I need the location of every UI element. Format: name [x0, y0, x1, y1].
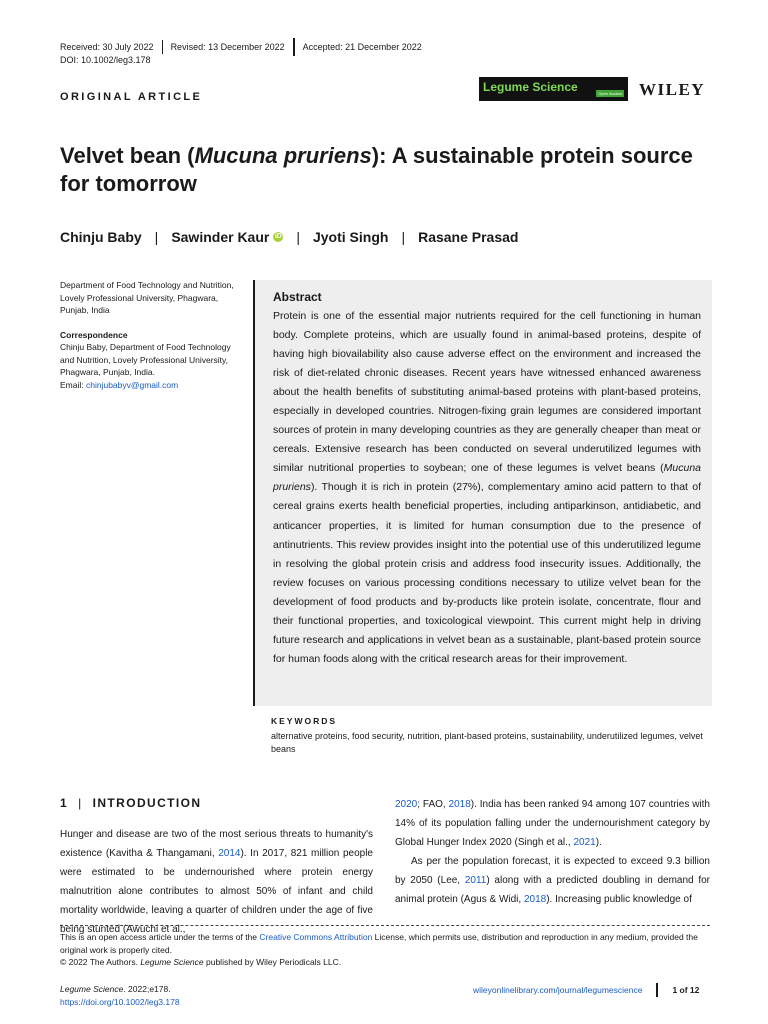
journal-name: Legume Science — [140, 957, 204, 967]
email-link[interactable]: chinjubabyv@gmail.com — [85, 379, 179, 390]
title-suffix: ): A sustainable protein source for tomorrow — [60, 143, 693, 196]
text-run: ) along with a predicted doubling in demand for animal protein (Agus & Widi, — [395, 875, 710, 905]
text-run: As per the population forecast, it is expected to exceed 9.3 billion by 2050 (Lee, — [395, 856, 710, 886]
journal-logo-text: Legume Science — [483, 80, 578, 94]
footer-citation — [60, 983, 180, 1008]
citation-line — [60, 983, 180, 996]
email-label: Email: — [60, 379, 86, 390]
publication-dates — [60, 38, 430, 56]
footer-right — [473, 983, 699, 997]
abstract-part: ). Though it is rich in protein (27%), complementary amino acid pattern to that of cereal grains exerts health beneficial properties, including antiparkinson, antidiabetic, and anticancer properties, it is limited for human consumption due to the presence of antinutrients. This review provides insight into the potential use of this underutilized legume in resolving the global protein crisis and address food insecurity issues. Additionally, the review focuses on various processing conditions necessary to utilize velvet bean for the development of food products and by-products like protein isolate, concentrate, flour and their functional properties, and toxicological viewpoint. This current might help in driving future research and applications in velvet bean as a sustainable, plant-based protein source for human foods along with the critical research areas for their improvement. — [273, 481, 701, 665]
department: Department of Food Technology and Nutrition, Lovely Professional University, Phagwara, Punjab, India — [60, 280, 234, 315]
abstract-part: Protein is one of the essential major nutrients required for the cell functioning in human body. Complete proteins, which are usually found in animal-based proteins, despite of having high biovailability also cause adverse effect on the environment and increased the risk of diet-related chronic diseases. Recent years have witnessed enhanced awareness about the health benefits of substituting animal-based proteins with plant-based proteins, especially in developed countries. Nitrogen-fixing grain legumes are considered important sources of protein in many developing countries as they are generally cheaper than meat or cereals. Extensive research has been conducted on several underutilized legumes with similar nutritional properties to soybean; one of these legumes is velvet beans ( — [273, 310, 701, 475]
doi: DOI: 10.1002/leg3.178 — [60, 55, 151, 65]
author[interactable]: Jyoti Singh — [312, 229, 389, 245]
correspondence-heading: Correspondence — [60, 329, 128, 340]
publisher-logo: WILEY — [639, 80, 706, 99]
keywords-heading: KEYWORDS — [271, 716, 338, 726]
citation-link[interactable]: 2018 — [523, 894, 547, 905]
text-run: ; FAO, — [417, 799, 449, 810]
keywords-text: alternative proteins, food security, nutrition, plant-based proteins, sustainability, underutilized legumes, velvet beans — [271, 731, 703, 754]
copyright-text — [60, 956, 710, 969]
footnote-divider — [60, 925, 710, 926]
section-title: INTRODUCTION — [92, 796, 202, 810]
text-run: ). In 2017, 821 million people were estimated to be undernourished where protein energy malnutrition alone contributes to almost 50% of infant and child mortality worldwide, leaving a quarter of children under the age of five being stunted (Awuchi et al., — [60, 848, 373, 935]
title-species: Mucuna pruriens — [194, 143, 372, 168]
received-date: Received: 30 July 2022 — [60, 42, 154, 52]
accepted-date: Accepted: 21 December 2022 — [302, 42, 422, 52]
intro-column-right — [395, 795, 710, 909]
abstract-text — [273, 307, 701, 669]
text-run: published by Wiley Periodicals LLC. — [203, 957, 342, 967]
paragraph — [395, 852, 710, 909]
citation-link[interactable]: 2014 — [218, 848, 241, 859]
orcid-icon[interactable]: iD — [274, 233, 282, 240]
text-run: License, which permits use, distribution and reproduction in any medium, provided the original work is properly cited. — [60, 932, 698, 955]
correspondence-text: Chinju Baby, Department of Food Technology and Nutrition, Lovely Professional University, Phagwara, Punjab, India. — [60, 342, 231, 377]
author-separator: | — [154, 229, 159, 245]
page-number: 1 of 12 — [672, 985, 700, 995]
section-number: 1 — [60, 796, 69, 810]
title-prefix: Velvet bean ( — [60, 143, 195, 168]
section-separator: | — [78, 796, 83, 810]
footer-citation-text: . 2022;e178. — [123, 984, 171, 994]
journal-site-link[interactable]: wileyonlinelibrary.com/journal/legumescience — [473, 985, 643, 995]
citation-link[interactable]: 2018 — [448, 799, 471, 810]
paragraph — [395, 795, 710, 852]
author-list — [60, 229, 518, 245]
text-run: This is an open access article under the terms of the — [60, 932, 260, 942]
email-line — [60, 379, 245, 392]
text-run: ). India has been ranked 94 among 107 countries with 14% of its population falling under the undernourishment category by Global Hunger Index 2020 (Singh et al., — [395, 799, 710, 848]
section-heading — [60, 796, 201, 810]
affiliation-block — [60, 279, 245, 391]
text-run: ). — [595, 837, 602, 848]
author-separator: | — [401, 229, 406, 245]
footer-journal: Legume Science — [60, 984, 124, 994]
license-text — [60, 931, 710, 956]
revised-date: Revised: 13 December 2022 — [170, 42, 285, 52]
author[interactable]: Chinju Baby — [60, 229, 142, 245]
author-separator: | — [296, 229, 300, 245]
text-run: ). Increasing public knowledge of — [546, 894, 692, 905]
abstract-species: Mucuna pruriens — [273, 462, 701, 494]
author[interactable]: Sawinder Kaur — [171, 229, 270, 245]
journal-logo — [479, 77, 628, 101]
doi-link[interactable]: https://doi.org/10.1002/leg3.178 — [60, 996, 180, 1007]
license-footnote — [60, 931, 710, 969]
open-access-badge: Open Access — [598, 91, 622, 96]
article-type: ORIGINAL ARTICLE — [60, 91, 203, 103]
divider — [656, 983, 658, 997]
text-run: © 2022 The Authors. — [60, 957, 141, 967]
abstract-box — [253, 280, 712, 706]
article-title — [60, 142, 720, 198]
citation-link[interactable]: 2021 — [573, 837, 596, 848]
text-run: Hunger and disease are two of the most serious threats to humanity's existence (Kavitha & Thangamani, — [60, 829, 373, 859]
citation-link[interactable]: 2020 — [395, 799, 418, 810]
citation-link[interactable]: 2011 — [464, 875, 487, 886]
author[interactable]: Rasane Prasad — [418, 229, 519, 245]
abstract-heading: Abstract — [273, 290, 322, 304]
intro-column-left — [60, 825, 373, 939]
license-link[interactable]: Creative Commons Attribution — [259, 932, 373, 942]
